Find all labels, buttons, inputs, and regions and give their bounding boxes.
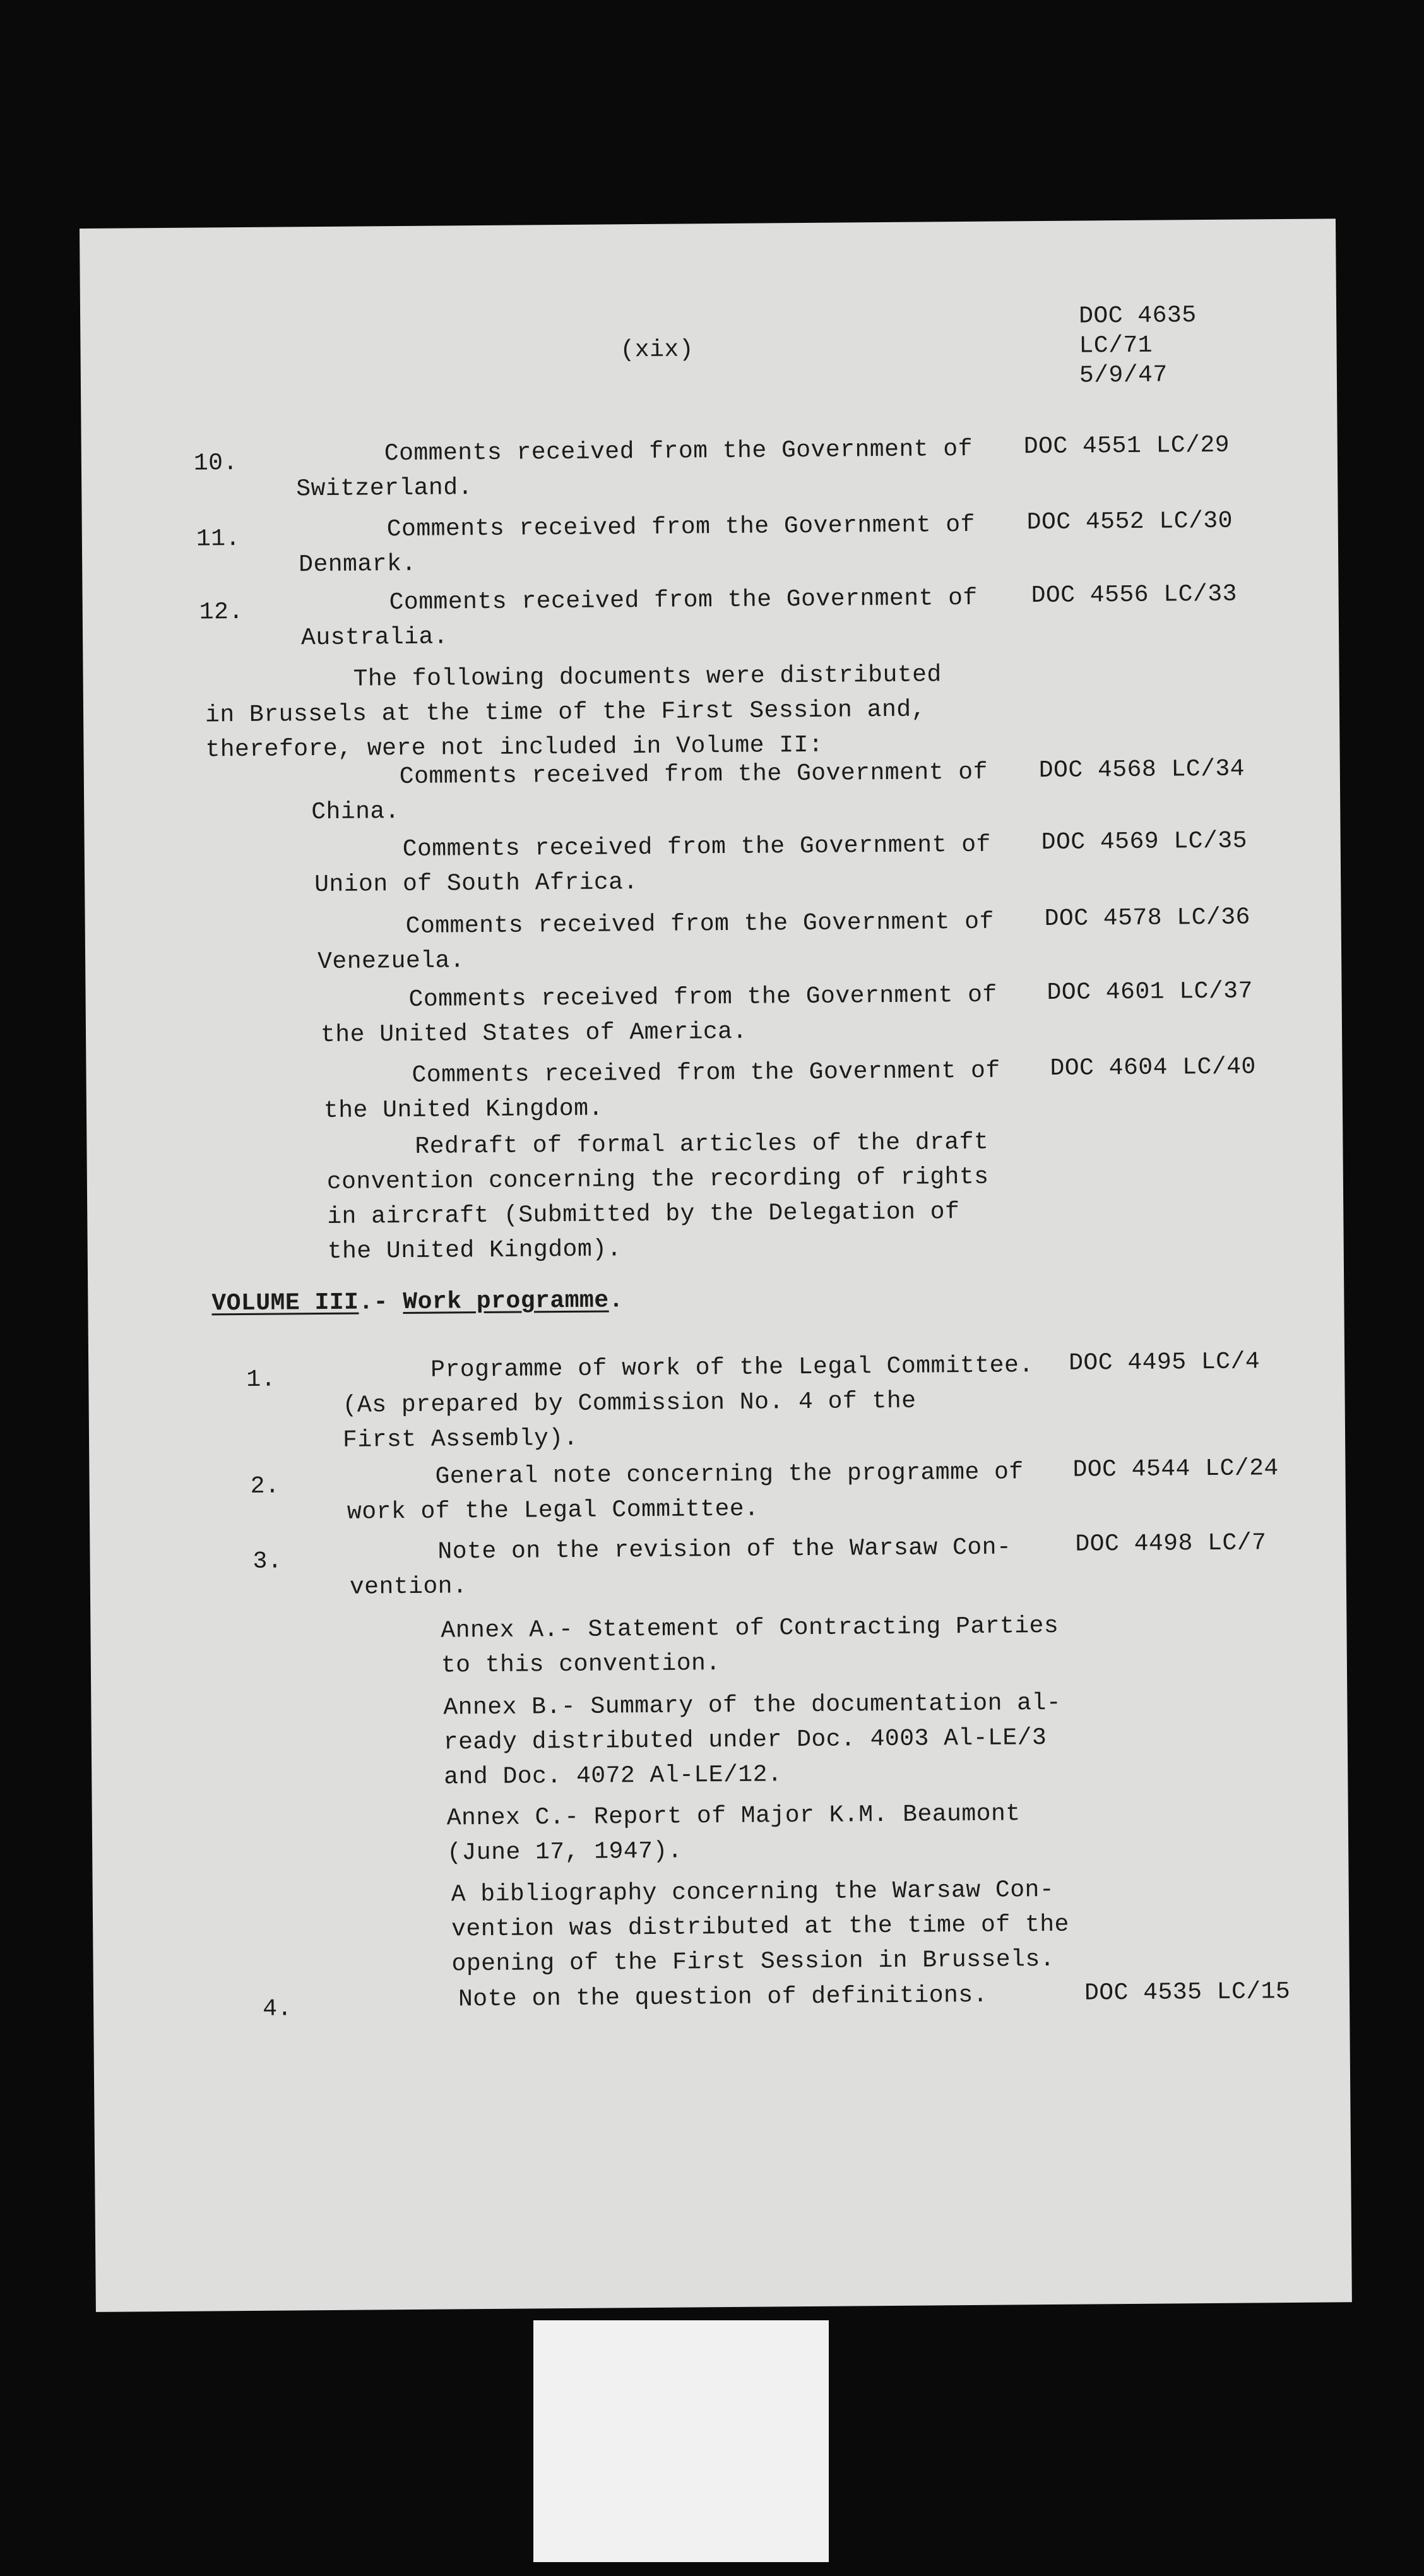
item-doc-ref: DOC 4544 LC/24 [1072,1455,1279,1484]
list-item: Comments received from the Government of Switzerland. [296,435,973,503]
list-item: General note concerning the programme of work of the Legal Committee. [347,1458,1024,1526]
volume-heading: VOLUME III.- Work programme. [211,1287,624,1318]
item-doc-ref: DOC 4535 LC/15 [1084,1978,1291,2007]
list-item: Comments received from the Government of Australia. [300,584,978,652]
blank-paper-slip [533,2320,829,2562]
list-item: Comments received from the Government of the United Kingdom. [323,1057,1000,1125]
item-doc-ref: DOC 4569 LC/35 [1041,827,1248,857]
list-item: Comments received from the Government of Denmark. [299,511,976,579]
list-item: Programme of work of the Legal Committee. (As prepared by Commission No. 4 of the First Assembly). [342,1352,1034,1454]
list-item: Comments received from the Government of Venezuela. [317,908,994,976]
item-doc-ref: DOC 4578 LC/36 [1044,903,1251,933]
volume-label: VOLUME III [211,1289,359,1318]
volume-title: Work programme [403,1287,609,1316]
item-doc-ref: DOC 4498 LC/7 [1075,1529,1267,1558]
doc-date: 5/9/47 [1079,361,1168,390]
item-number: 10. [193,450,239,477]
bibliography-note: A bibliography concerning the Warsaw Con- vention was distributed at the time of the opening of the First Session in Brussels. [451,1876,1070,1978]
list-item: Comments received from the Government of Union of South Africa. [314,831,992,899]
list-item: Comments received from the Government of the United States of America. [320,981,997,1049]
item-doc-ref: DOC 4552 LC/30 [1026,507,1233,537]
intro-paragraph: The following documents were distributed in Brussels at the time of the First Session and, therefore, were not included in Volume II: [205,661,942,764]
item-number: 12. [199,598,244,626]
annex-c: Annex C.- Report of Major K.M. Beaumont (June 17, 1947). [446,1800,1021,1867]
document-page [80,218,1352,2312]
annex-b: Annex B.- Summary of the documentation al- ready distributed under Doc. 4003 Al-LE/3 and Doc. 4072 Al-LE/12. [443,1689,1062,1791]
item-doc-ref: DOC 4556 LC/33 [1031,580,1238,610]
item-doc-ref: DOC 4568 LC/34 [1038,755,1245,785]
document-reference [1079,301,1197,390]
item-number: 11. [196,525,240,553]
item-doc-ref: DOC 4495 LC/4 [1068,1348,1261,1377]
item-number: 1. [246,1366,276,1393]
item-number: 2. [250,1472,280,1500]
item-number: 3. [252,1547,283,1575]
doc-number: DOC 4635 [1078,302,1197,330]
item-doc-ref: DOC 4604 LC/40 [1050,1053,1256,1082]
list-item: Comments received from the Government of China. [311,758,988,826]
item-doc-ref: DOC 4551 LC/29 [1023,431,1230,461]
lc-number: LC/71 [1079,331,1153,360]
redraft-paragraph: Redraft of formal articles of the draft convention concerning the recording of rights in aircraft (Submitted by the Delegation of the United Kingdom). [326,1128,989,1265]
annex-a: Annex A.- Statement of Contracting Parties to this convention. [441,1612,1059,1679]
page-number: (xix) [620,336,694,364]
list-item: Note on the question of definitions. [458,1981,988,2013]
item-doc-ref: DOC 4601 LC/37 [1047,977,1253,1007]
item-number: 4. [262,1995,292,2023]
list-item: Note on the revision of the Warsaw Con- vention. [349,1534,1012,1601]
